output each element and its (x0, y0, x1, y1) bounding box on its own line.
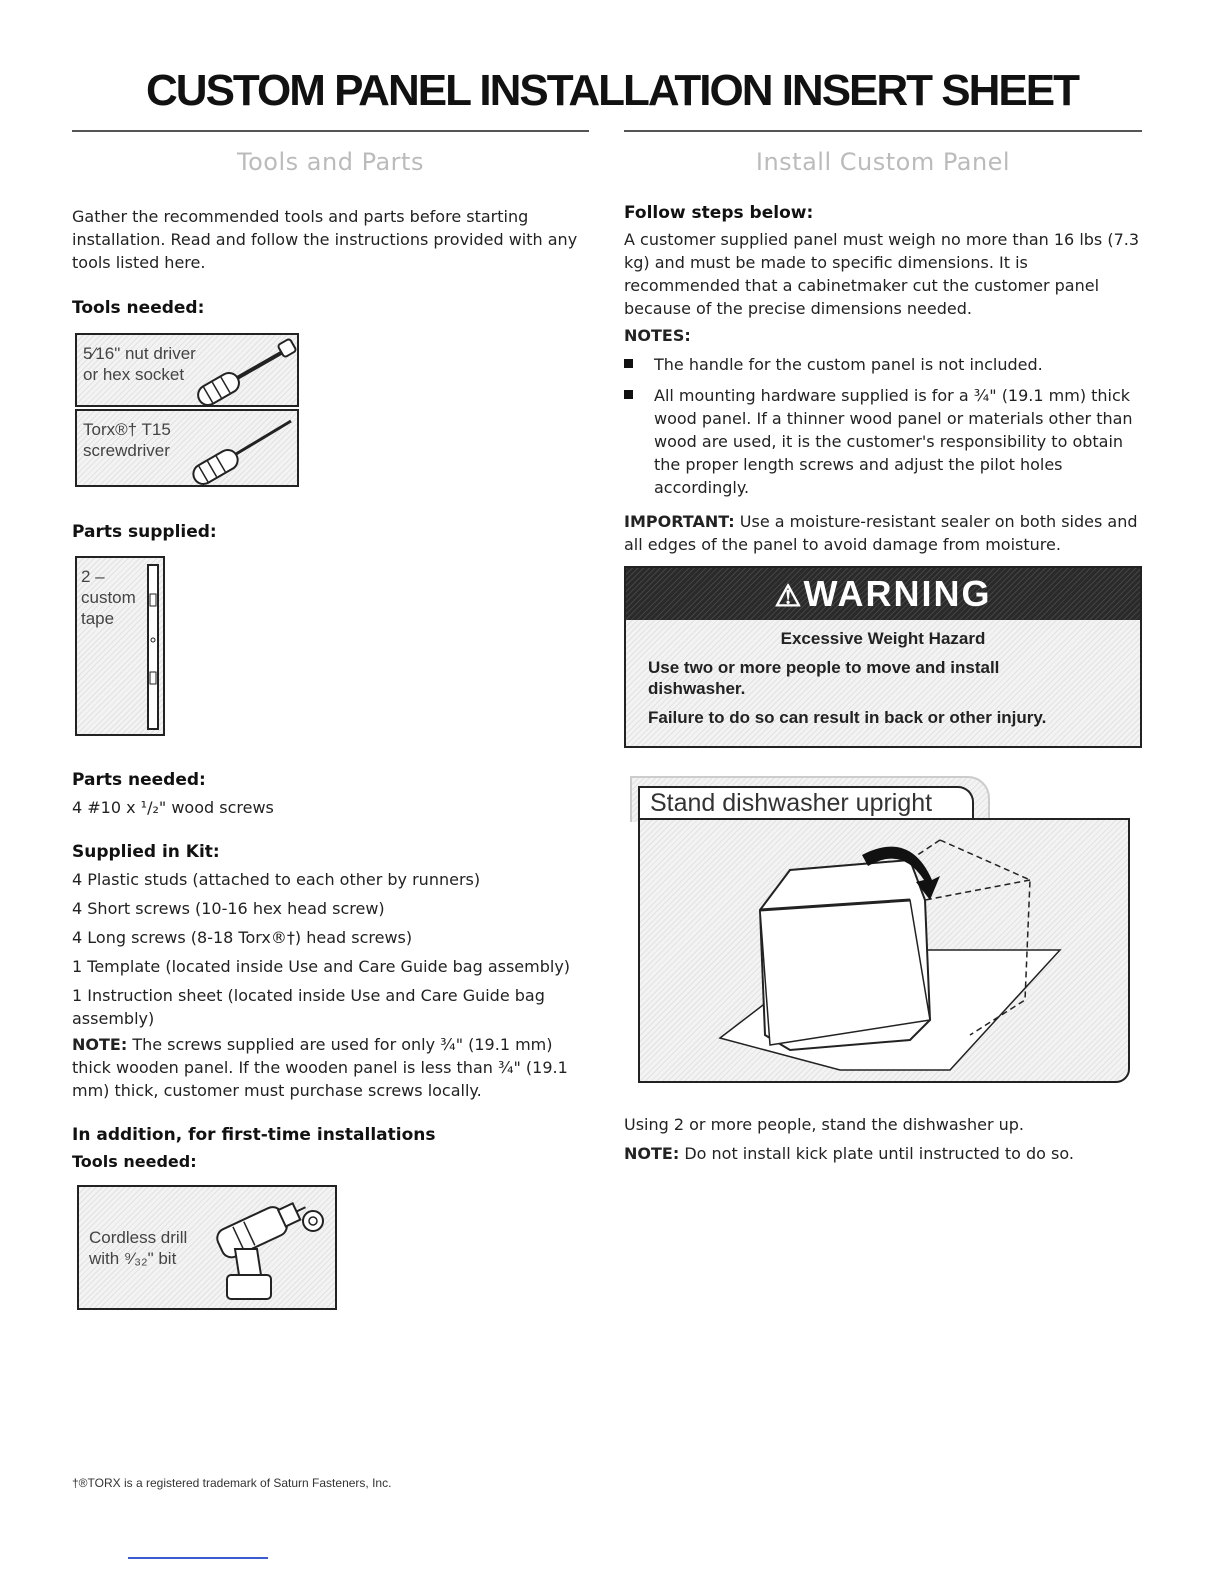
note-item-text: The handle for the custom panel is not included. (654, 355, 1043, 374)
warning-banner-text: WARNING (803, 573, 992, 614)
warning-line1: Use two or more people to move and install dishwasher. (648, 658, 1000, 698)
bullet-square-icon (624, 390, 633, 399)
part-tape-line1: 2 – (81, 567, 105, 586)
step-note-label: NOTE: (624, 1144, 680, 1163)
follow-steps-label: Follow steps below: (624, 203, 814, 223)
list-item: 4 Plastic studs (attached to each other by runners) (72, 870, 481, 889)
tools-parts-heading: Tools and Parts (237, 148, 424, 176)
install-panel-heading: Install Custom Panel (755, 148, 1011, 176)
warning-line2: Failure to do so can result in back or other injury. (648, 708, 1047, 727)
parts-needed-label: Parts needed: (72, 770, 206, 790)
list-item: 1 Template (located inside Use and Care Guide bag assembly) (72, 957, 571, 976)
tool-nut-driver (75, 333, 299, 407)
part-tape-line2: custom (81, 588, 136, 607)
tool-nut-driver-line1: 5⁄16" nut driver (83, 344, 196, 363)
footer-link-line (128, 1557, 268, 1559)
notes-label: NOTES: (624, 326, 691, 345)
step-note-text: Do not install kick plate until instructed to do so. (679, 1144, 1074, 1163)
important-note (624, 510, 1142, 556)
screwdriver-icon (187, 413, 297, 487)
drill-line2: with ⁹⁄₃₂" bit (89, 1249, 177, 1268)
tool-torx-screwdriver (75, 409, 299, 487)
important-label: IMPORTANT: (624, 512, 735, 531)
bullet-square-icon (624, 359, 633, 368)
kit-items-list (72, 868, 589, 1036)
list-item: 4 Short screws (10-16 hex head screw) (72, 899, 385, 918)
list-item: 1 Instruction sheet (located inside Use and Care Guide bag assembly) (72, 986, 545, 1028)
step-note (624, 1142, 1142, 1165)
right-divider (624, 130, 1142, 132)
dishwasher-upright-icon (640, 820, 1128, 1081)
note-text: The screws supplied are used for only ¾" (19.1 mm) thick wooden panel. If the wooden panel is less than ¾" (19.1 mm) thick, customer must purchase screws locally. (72, 1035, 568, 1100)
tool-torx-line1: Torx®† T15 (83, 420, 171, 439)
note-item-text: All mounting hardware supplied is for a ¾" (19.1 mm) thick wood panel. If a thinner wood panel or materials other than wood are used, it is the customer's responsibility to obtain the proper length screws and adjust the pilot holes accordingly. (654, 386, 1133, 497)
part-tape-line3: tape (81, 609, 115, 628)
tools-needed-label: Tools needed: (72, 298, 205, 318)
parts-supplied-label: Parts supplied: (72, 522, 217, 542)
warning-triangle-icon: ⚠ (774, 580, 804, 613)
warning-box (624, 566, 1142, 748)
warning-hazard: Excessive Weight Hazard (780, 629, 986, 648)
list-item: 4 Long screws (8-18 Torx®†) head screws) (72, 928, 413, 947)
step-text: Using 2 or more people, stand the dishwasher up. (624, 1115, 1025, 1134)
note-label: NOTE: (72, 1035, 128, 1054)
first-time-tools-label: Tools needed: (72, 1152, 197, 1171)
drill-line1: Cordless drill (89, 1228, 188, 1247)
notes-list (624, 353, 1142, 507)
list-item (624, 384, 1142, 499)
warning-banner (626, 568, 1140, 620)
kit-note (72, 1033, 589, 1102)
list-item (624, 353, 1142, 376)
cordless-drill-icon (207, 1191, 332, 1305)
page-title: CUSTOM PANEL INSTALLATION INSERT SHEET (146, 66, 1078, 115)
parts-needed-text: 4 #10 x ¹/₂" wood screws (72, 798, 274, 817)
tools-intro: Gather the recommended tools and parts before starting installation. Read and follow the instructions provided with any tools listed here. (72, 207, 578, 272)
step-title: Stand dishwasher upright (638, 786, 974, 820)
step-illustration (630, 776, 1135, 1088)
supplied-kit-label: Supplied in Kit: (72, 842, 220, 862)
tape-strip-icon (145, 564, 161, 730)
tool-cordless-drill (77, 1185, 337, 1310)
tool-torx-line2: screwdriver (83, 441, 170, 460)
part-custom-tape (75, 556, 165, 736)
follow-steps-text: A customer supplied panel must weigh no more than 16 lbs (7.3 kg) and must be made to specific dimensions. It is recommended that a cabinetmaker cut the customer panel because of the precise dimensions needed. (624, 230, 1140, 318)
nut-driver-icon (192, 337, 297, 407)
important-text: Use a moisture-resistant sealer on both sides and all edges of the panel to avoid damage from moisture. (624, 512, 1138, 554)
warning-body (626, 620, 1140, 746)
first-time-label: In addition, for first-time installations (72, 1125, 436, 1145)
left-divider (72, 130, 589, 132)
tool-nut-driver-line2: or hex socket (83, 365, 185, 384)
trademark-footnote: †®TORX is a registered trademark of Saturn Fasteners, Inc. (72, 1476, 392, 1490)
